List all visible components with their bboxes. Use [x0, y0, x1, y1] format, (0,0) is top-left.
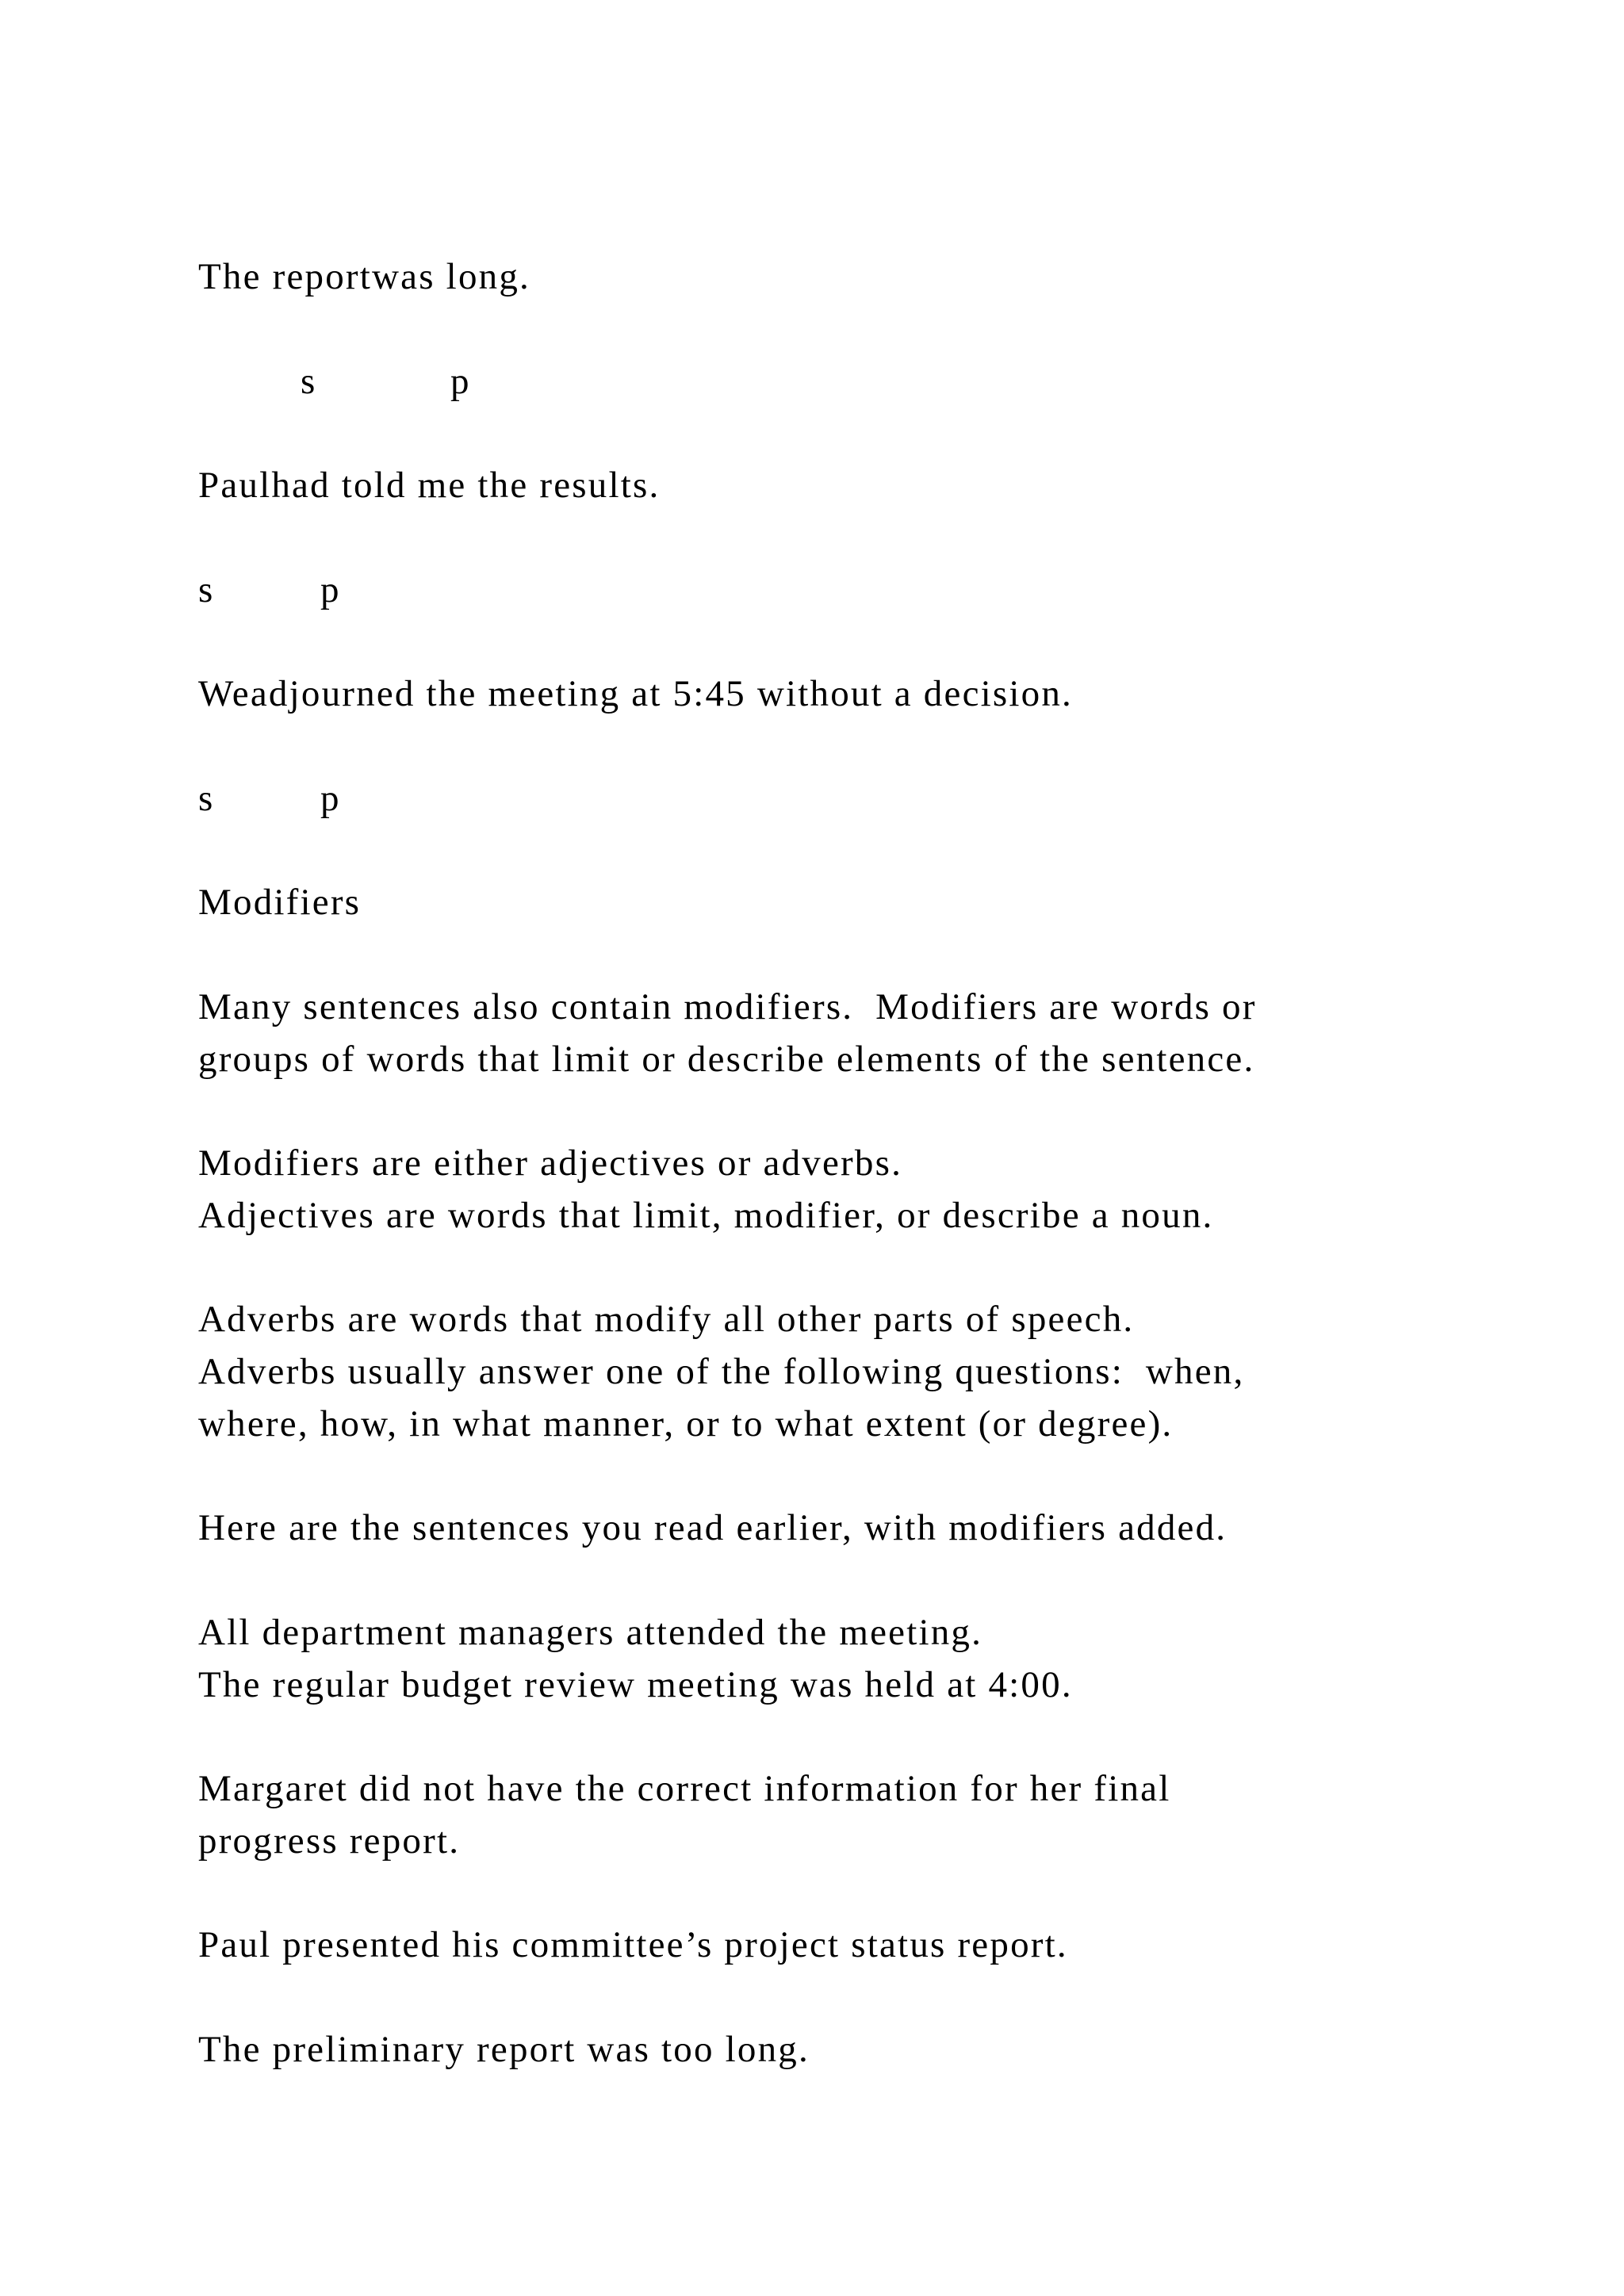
modified-example-2b: progress report.	[198, 1820, 461, 1862]
adverbs-line-3: where, how, in what manner, or to what extent (or degree).	[198, 1403, 1174, 1445]
modified-example-2a: Margaret did not have the correct information for her final	[198, 1768, 1171, 1809]
adverbs-line-1: Adverbs are words that modify all other parts of speech.	[198, 1299, 1135, 1340]
subject-marker-1: s	[301, 361, 317, 402]
types-line-2: Adjectives are words that limit, modifier, or describe a noun.	[198, 1195, 1214, 1236]
modified-example-3: Paul presented his committee’s project status report.	[198, 1924, 1068, 1965]
section-heading: Modifiers	[198, 882, 362, 923]
types-line-1: Modifiers are either adjectives or adverbs.	[198, 1142, 903, 1184]
predicate-marker-1: p	[450, 361, 471, 402]
predicate-marker-3: p	[320, 778, 341, 819]
intro-line-2: groups of words that limit or describe elements of the sentence.	[198, 1039, 1255, 1080]
lead-in-line: Here are the sentences you read earlier, with modifiers added.	[198, 1507, 1228, 1548]
intro-line-1: Many sentences also contain modifiers. Modifiers are words or	[198, 986, 1257, 1027]
example-sentence-1: The reportwas long.	[198, 256, 530, 297]
modified-example-1b: The regular budget review meeting was held at 4:00.	[198, 1664, 1073, 1705]
modified-example-1a: All department managers attended the meeting.	[198, 1612, 983, 1653]
subject-marker-3: s	[198, 778, 215, 819]
subject-marker-2: s	[198, 569, 215, 610]
example-sentence-2: Paulhad told me the results.	[198, 465, 661, 506]
modified-example-4: The preliminary report was too long.	[198, 2029, 810, 2070]
example-sentence-3: Weadjourned the meeting at 5:45 without a decision.	[198, 673, 1073, 714]
adverbs-line-2: Adverbs usually answer one of the following questions: when,	[198, 1351, 1245, 1392]
predicate-marker-2: p	[320, 569, 341, 610]
